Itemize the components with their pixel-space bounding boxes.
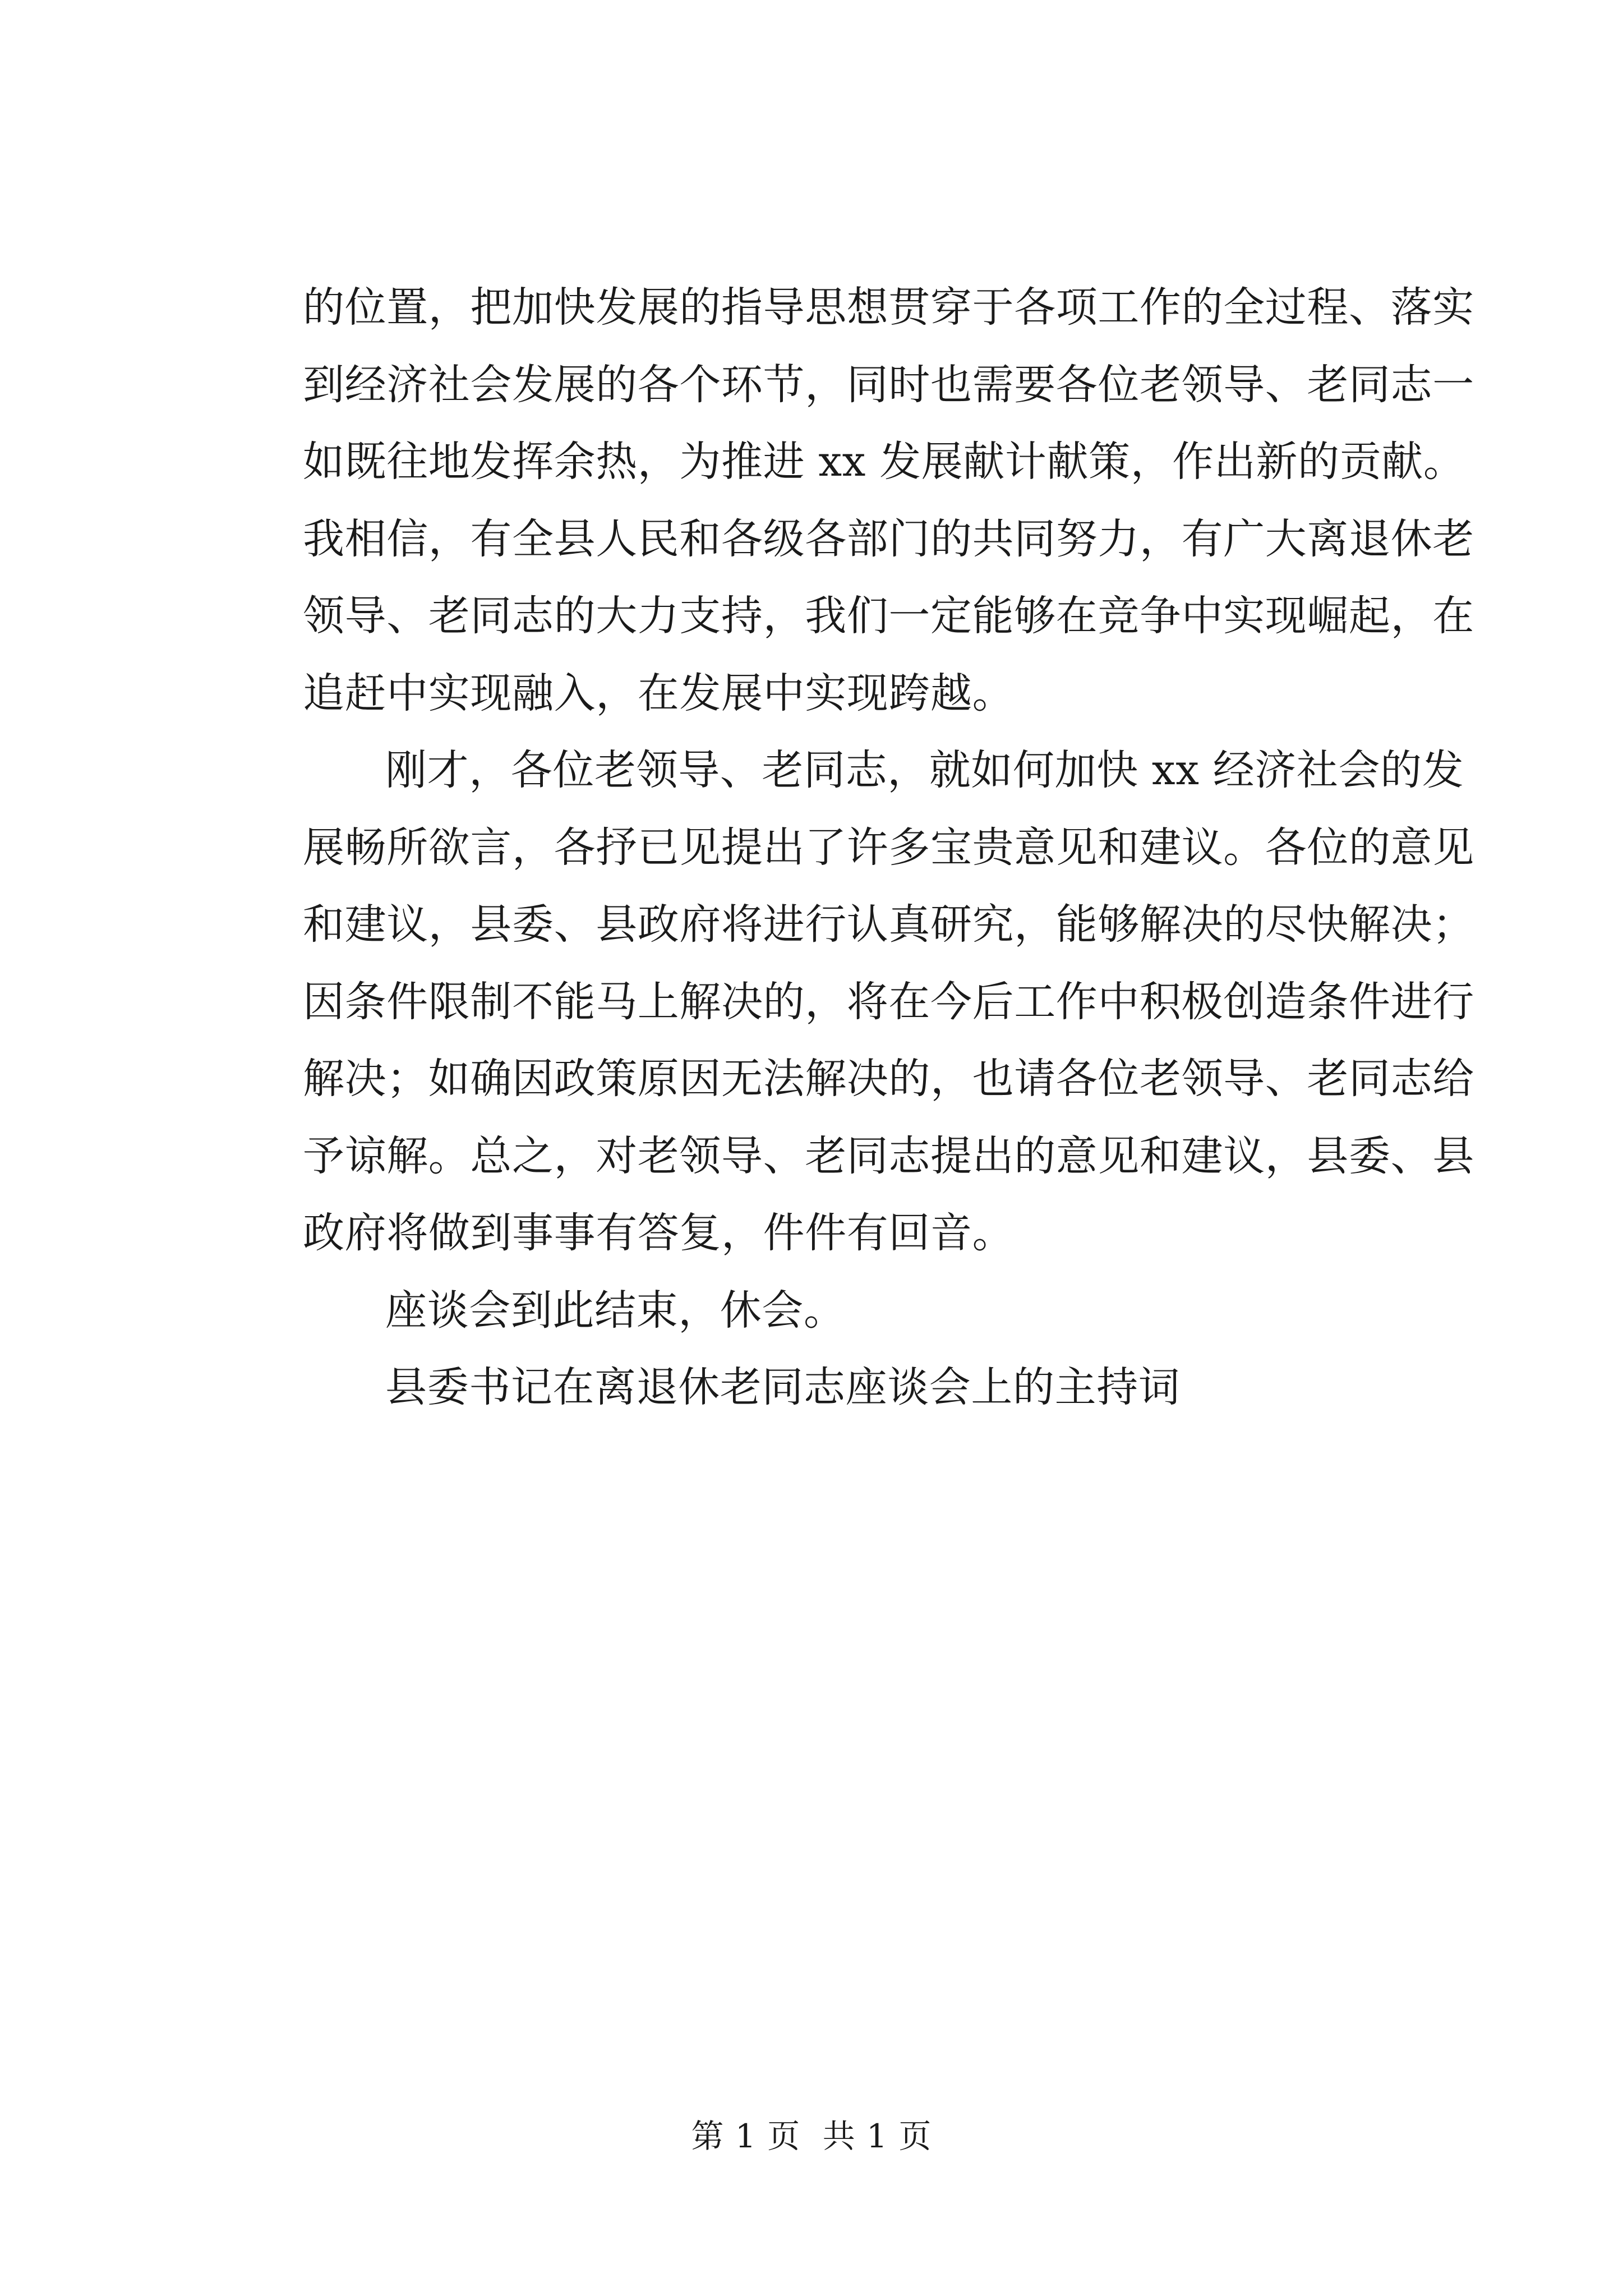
paragraph-line: 解决；如确因政策原因无法解决的，也请各位老领导、老同志给 (303, 1055, 1474, 1103)
page-footer (0, 2114, 1623, 2159)
page-number-total: 共 1 页 (822, 2117, 932, 2155)
closing-line: 座谈会到此结束，休会。 (385, 1286, 846, 1335)
paragraph-line: 的位置，把加快发展的指导思想贯穿于各项工作的全过程、落实 (303, 283, 1474, 332)
paragraph-line: 展畅所欲言，各抒已见提出了许多宝贵意见和建议。各位的意见 (303, 823, 1474, 872)
document-title-line: 县委书记在离退休老同志座谈会上的主持词 (385, 1363, 1181, 1411)
paragraph-line: 刚才，各位老领导、老同志，就如何加快 xx 经济社会的发 (385, 746, 1464, 794)
paragraph-line: 予谅解。总之，对老领导、老同志提出的意见和建议，县委、县 (303, 1131, 1474, 1180)
paragraph-line: 我相信，有全县人民和各级各部门的共同努力，有广大离退休老 (303, 514, 1474, 563)
paragraph-line: 如既往地发挥余热，为推进 xx 发展献计献策，作出新的贡献。 (303, 438, 1465, 486)
paragraph-line: 追赶中实现融入，在发展中实现跨越。 (303, 669, 1015, 717)
page-number-current: 第 1 页 (691, 2117, 801, 2155)
paragraph-line: 政府将做到事事有答复，件件有回音。 (303, 1209, 1015, 1257)
paragraph-line: 领导、老同志的大力支持，我们一定能够在竞争中实现崛起，在 (303, 592, 1474, 640)
paragraph-line: 因条件限制不能马上解决的，将在今后工作中积极创造条件进行 (303, 977, 1474, 1026)
paragraph-line: 和建议，县委、县政府将进行认真研究，能够解决的尽快解决； (303, 900, 1474, 949)
paragraph-line: 到经济社会发展的各个环节，同时也需要各位老领导、老同志一 (303, 360, 1474, 409)
document-body (303, 269, 1474, 1427)
